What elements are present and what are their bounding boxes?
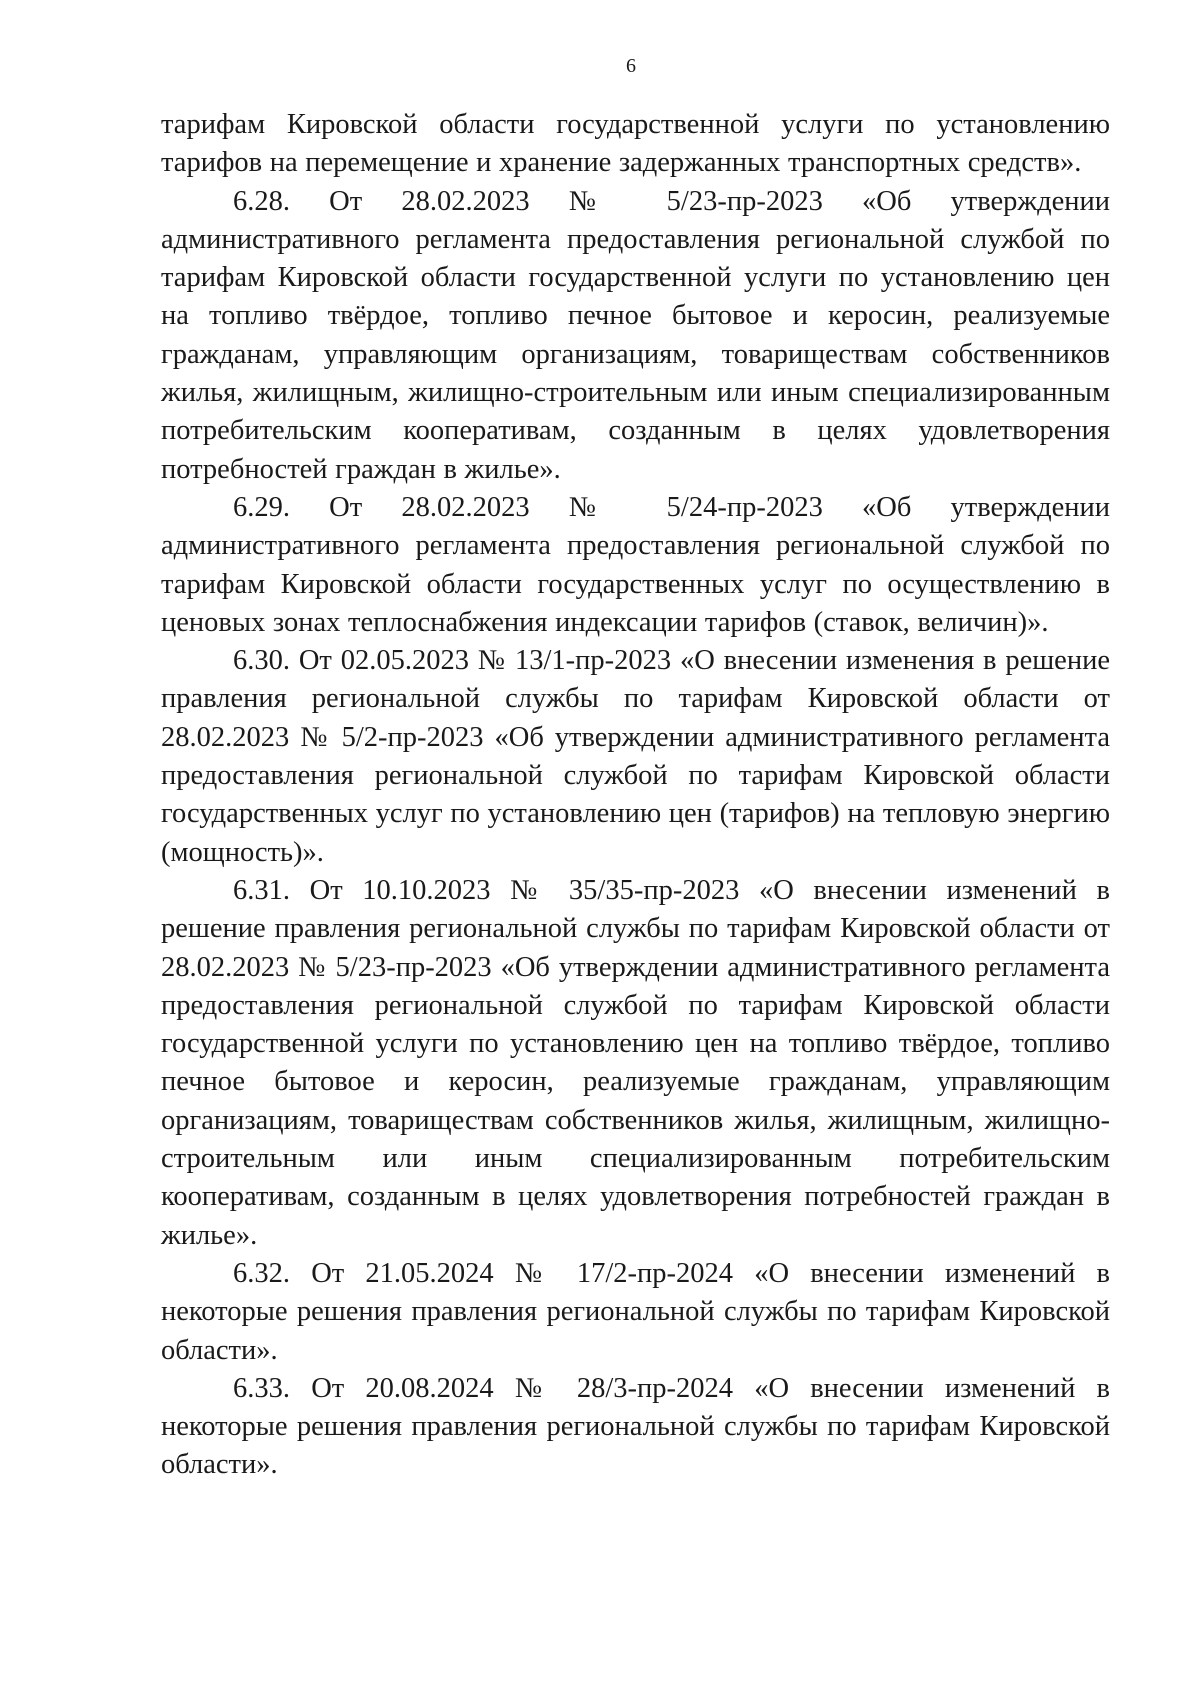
paragraph-6-31: 6.31. От 10.10.2023 № 35/35-пр-2023 «О внесении изменений в решение правления региональной службы по тарифам Кировской области от 28.02.2023 № 5/23-пр-2023 «Об утверждении административного регламента предоставления региональной службой по тарифам Кировской области государственной услуги по установлению цен на топливо твёрдое, топливо печное бытовое и керосин, реализуемые гражданам, управляющим организациям, товариществам собственников жилья, жилищным, жилищно-строительным или иным специализированным потребительским кооперативам, созданным в целях удовлетворения потребностей граждан в жилье». [161,874,1110,1251]
paragraph-6-29: 6.29. От 28.02.2023 № 5/24-пр-2023 «Об утверждении административного регламента предоставления региональной службой по тарифам Кировской области государственных услуг по осуществлению в ценовых зонах теплоснабжения индексации тарифов (ставок, величин)». [161,491,1110,638]
page-number: 6 [626,55,636,77]
paragraph-6-32: 6.32. От 21.05.2024 № 17/2-пр-2024 «О внесении изменений в некоторые решения правления региональной службы по тарифам Кировской области». [161,1257,1110,1366]
document-body [161,106,1110,1485]
paragraph-6-30: 6.30. От 02.05.2023 № 13/1-пр-2023 «О внесении изменения в решение правления региональной службы по тарифам Кировской области от 28.02.2023 № 5/2-пр-2023 «Об утверждении административного регламента предоставления региональной службой по тарифам Кировской области государственных услуг по установлению цен (тарифов) на тепловую энергию (мощность)». [161,645,1110,868]
paragraph-6-33: 6.33. От 20.08.2024 № 28/3-пр-2024 «О внесении изменений в некоторые решения правления региональной службы по тарифам Кировской области». [161,1372,1110,1481]
paragraph-6-28: 6.28. От 28.02.2023 № 5/23-пр-2023 «Об утверждении административного регламента предоставления региональной службой по тарифам Кировской области государственной услуги по установлению цен на топливо твёрдое, топливо печное бытовое и керосин, реализуемые гражданам, управляющим организациям, товариществам собственников жилья, жилищным, жилищно-строительным или иным специализированным потребительским кооперативам, созданным в целях удовлетворения потребностей граждан в жилье». [161,185,1110,485]
paragraph-continuation: тарифам Кировской области государственной услуги по установлению тарифов на перемещение и хранение задержанных транспортных средств». [161,109,1110,179]
